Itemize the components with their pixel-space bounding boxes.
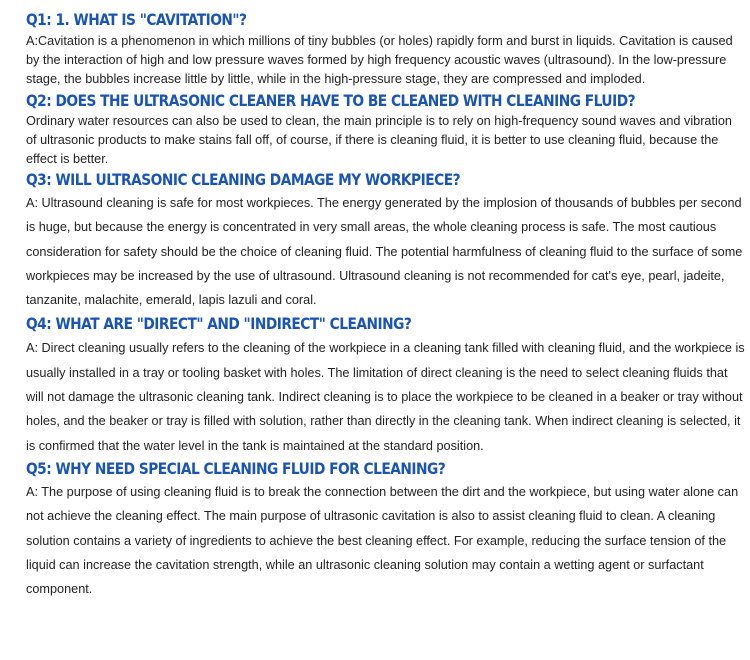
faq-question-1: Q1: 1. WHAT IS "CAVITATION"? xyxy=(26,10,247,29)
faq-question-4: Q4: WHAT ARE "DIRECT" AND "INDIRECT" CLEANING? xyxy=(26,314,412,334)
faq-answer-2: Ordinary water resources can also be used to clean, the main principle is to rely on high-frequency sound waves and vibration of ultrasonic products to make stains fall off, of course, if there is cleaning fluid, it is better to use cleaning fluid, because the effect is better. xyxy=(26,114,732,166)
faq-question-3: Q3: WILL ULTRASONIC CLEANING DAMAGE MY WORKPIECE? xyxy=(26,170,461,189)
faq-answer-1: A:Cavitation is a phenomenon in which millions of tiny bubbles (or holes) rapidly form and burst in liquids. Cavitation is caused by the interaction of high and low pressure waves formed by high frequency acoustic waves (ultrasound). In the low-pressure stage, the bubbles increase little by little, while in the high-pressure stage, they are compressed and imploded. xyxy=(26,34,733,86)
faq-item-2 xyxy=(26,89,746,169)
faq-item-3 xyxy=(26,169,746,312)
faq-item-4 xyxy=(26,312,746,457)
faq-item-5 xyxy=(26,458,746,601)
faq-answer-3: A: Ultrasound cleaning is safe for most workpieces. The energy generated by the implosion of thousands of bubbles per second is huge, but because the energy is concentrated in very small areas, the whole cleaning process is safe. The most cautious consideration for safety should be the choice of cleaning fluid. The potential harmfulness of cleaning fluid to the surface of some workpieces may be increased by the use of ultrasound. Ultrasound cleaning is not recommended for cat's eye, pearl, jadeite, tanzanite, malachite, emerald, lapis lazuli and coral. xyxy=(26,196,743,308)
faq-section xyxy=(26,0,746,601)
faq-question-5: Q5: WHY NEED SPECIAL CLEANING FLUID FOR CLEANING? xyxy=(26,458,446,478)
faq-item-1 xyxy=(26,8,746,89)
faq-answer-4: A: Direct cleaning usually refers to the cleaning of the workpiece in a cleaning tank filled with cleaning fluid, and the workpiece is usually installed in a tray or tooling basket with holes. The limitation of direct cleaning is the need to select cleaning fluids that will not damage the ultrasonic cleaning tank. Indirect cleaning is to place the workpiece to be cleaned in a beaker or tray without holes, and the beaker or tray is filled with solution, rather than directly in the cleaning tank. When indirect cleaning is selected, it is confirmed that the water level in the tank is maintained at the standard position. xyxy=(26,341,745,453)
faq-answer-5: A: The purpose of using cleaning fluid is to break the connection between the dirt and the workpiece, but using water alone can not achieve the cleaning effect. The main purpose of ultrasonic cavitation is also to assist cleaning fluid to clean. A cleaning solution contains a variety of ingredients to achieve the best cleaning effect. For example, reducing the surface tension of the liquid can increase the cavitation strength, while an ultrasonic cleaning solution may contain a wetting agent or surfactant component. xyxy=(26,484,739,597)
faq-question-2: Q2: DOES THE ULTRASONIC CLEANER HAVE TO BE CLEANED WITH CLEANING FLUID? xyxy=(26,91,636,110)
